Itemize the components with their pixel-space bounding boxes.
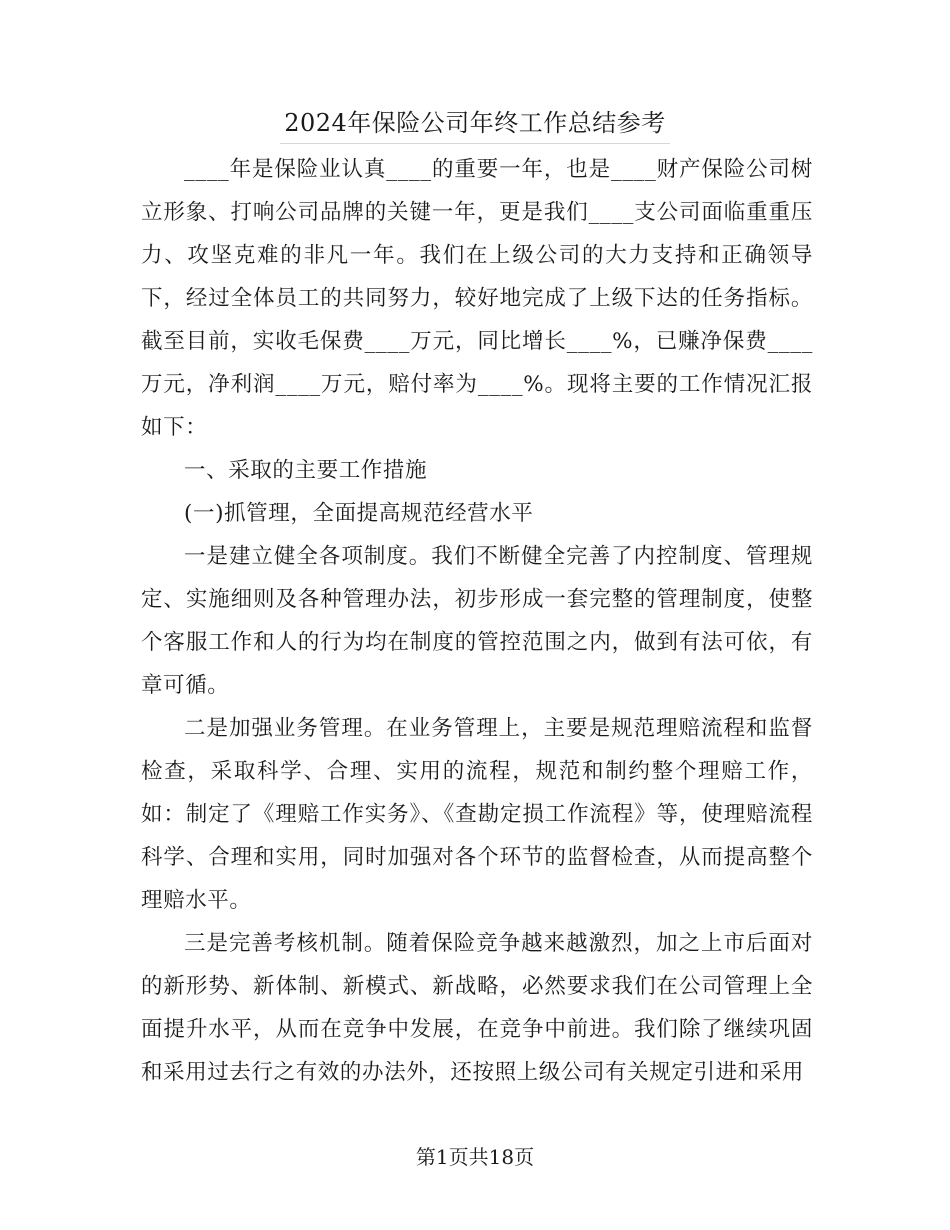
document-title <box>0 103 950 144</box>
body-paragraph-3: 三是完善考核机制。随着保险竞争越来越激烈，加之上市后面对的新形势、新体制、新模式、新战略，必然要求我们在公司管理上全面提升水平，从而在竞争中发展，在竞争中前进。我们除了继续巩固和采用过去行之有效的办法外，还按照上级公司有关规定引进和采用 <box>141 931 813 1085</box>
document-body <box>141 148 813 1094</box>
section-heading: 一、采取的主要工作措施 <box>184 458 428 483</box>
body-paragraph-2: 二是加强业务管理。在业务管理上，主要是规范理赔流程和监督检查，采取科学、合理、实用的流程，规范和制约整个理赔工作，如：制定了《理赔工作实务》、《查勘定损工作流程》等，使理赔流程科学、合理和实用，同时加强对各个环节的监督检查，从而提高整个理赔水平。 <box>141 716 813 913</box>
body-paragraph-1: 一是建立健全各项制度。我们不断健全完善了内控制度、管理规定、实施细则及各种管理办法，初步形成一套完整的管理制度，使整个客服工作和人的行为均在制度的管控范围之内，做到有法可依，有章可循。 <box>141 544 813 698</box>
document-title-text: 2024年保险公司年终工作总结参考 <box>280 103 670 144</box>
page-number-footer: 第1页共18页 <box>415 1145 535 1169</box>
intro-paragraph: ____年是保险业认真____的重要一年，也是____财产保险公司树立形象、打响公司品牌的关键一年，更是我们____支公司面临重重压力、攻坚克难的非凡一年。我们在上级公司的大力支持和正确领导下，经过全体员工的共同努力，较好地完成了上级下达的任务指标。截至目前，实收毛保费____万元，同比增长____%，已赚净保费____万元，净利润____万元，赔付率为____%。现将主要的工作情况汇报如下： <box>141 157 813 440</box>
subsection-heading: (一)抓管理，全面提高规范经营水平 <box>184 501 534 526</box>
